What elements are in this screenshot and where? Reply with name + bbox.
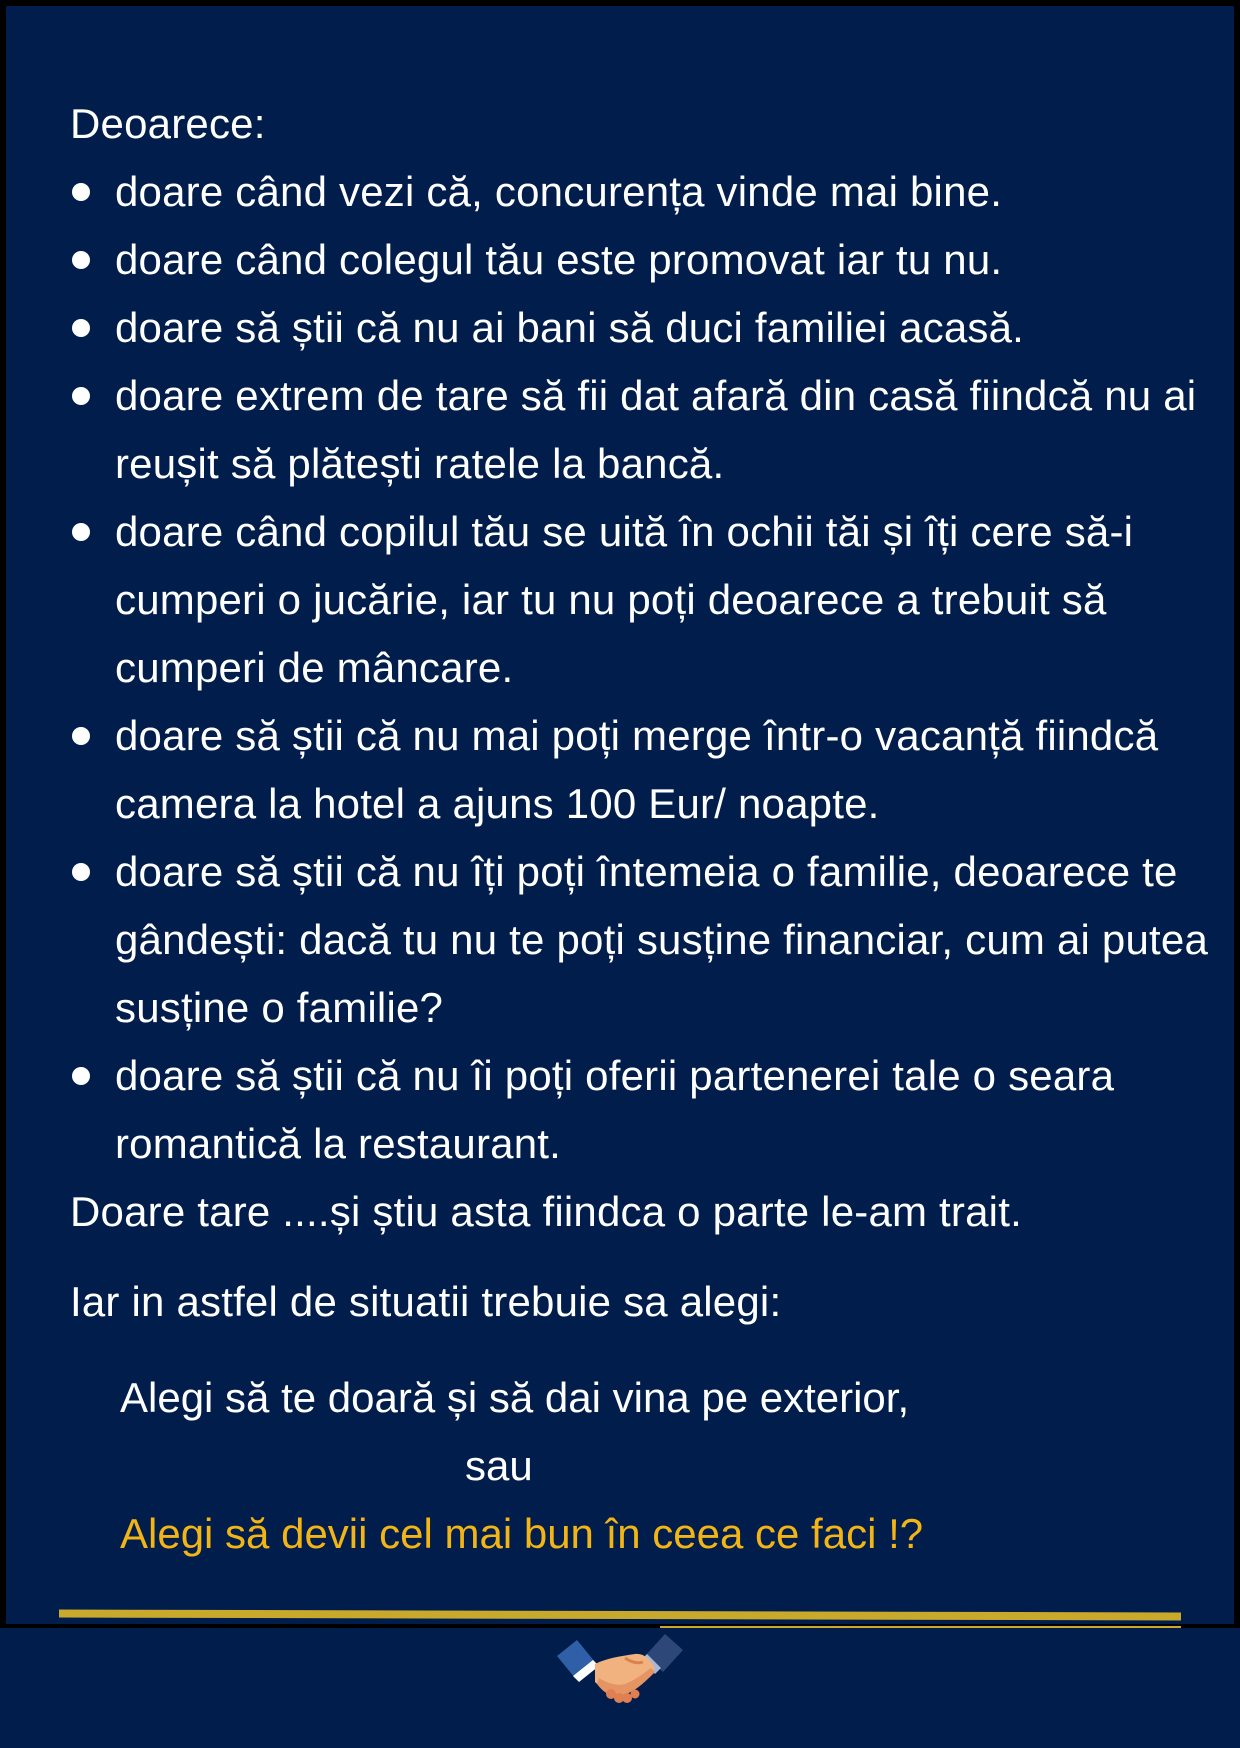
closing-statement: Doare tare ....și știu asta fiindca o parte le-am trait. [70,1188,1022,1235]
bullet-icon [72,727,90,745]
list-item-text: doare să știi că nu ai bani să duci familiei acasă. [115,304,1025,351]
list-item [70,226,1210,294]
list-item [70,158,1210,226]
list-item [70,1042,1210,1178]
list-item-text: doare când copilul tău se uită în ochii tăi și îți cere să-i cumperi o jucărie, iar tu nu poți deoarece a trebuit să cumperi de mâncare. [115,508,1134,691]
list-item-text: doare să știi că nu mai poți merge într-o vacanță fiindcă camera la hotel a ajuns 100 Eur/ noapte. [115,712,1159,827]
bullet-icon [72,1067,90,1085]
list-item-text: doare când colegul tău este promovat iar tu nu. [115,236,1003,283]
list-item-text: doare extrem de tare să fii dat afară din casă fiindcă nu ai reușit să plătești ratele la bancă. [115,372,1197,487]
choice-one: Alegi să te doară și să dai vina pe exterior, [120,1374,910,1421]
list-item [70,498,1210,702]
gold-divider-thin [660,1626,1181,1628]
main-text [70,90,1210,1336]
choice-two-highlight: Alegi să devii cel mai bun în ceea ce faci !? [120,1510,924,1557]
list-item [70,294,1210,362]
list-item [70,362,1210,498]
list-item-text: doare când vezi că, concurența vinde mai bine. [115,168,1003,215]
bullet-icon [72,183,90,201]
bullet-icon [72,251,90,269]
list-item [70,838,1210,1042]
bullet-icon [72,523,90,541]
handshake-icon [555,1628,685,1708]
bullet-icon [72,863,90,881]
choice-separator: sau [465,1442,533,1489]
list-item [70,702,1210,838]
bullet-icon [72,387,90,405]
question-line: Iar in astfel de situatii trebuie sa alegi: [70,1278,782,1325]
intro-heading: Deoarece: [70,100,266,147]
list-item-text: doare să știi că nu îi poți oferii partenerei tale o seara romantică la restaurant. [115,1052,1115,1167]
bullet-icon [72,319,90,337]
bullet-list [70,158,1210,1178]
list-item-text: doare să știi că nu îți poți întemeia o familie, deoarece te gândești: dacă tu nu te poți susține financiar, cum ai putea susține o familie? [115,848,1209,1031]
